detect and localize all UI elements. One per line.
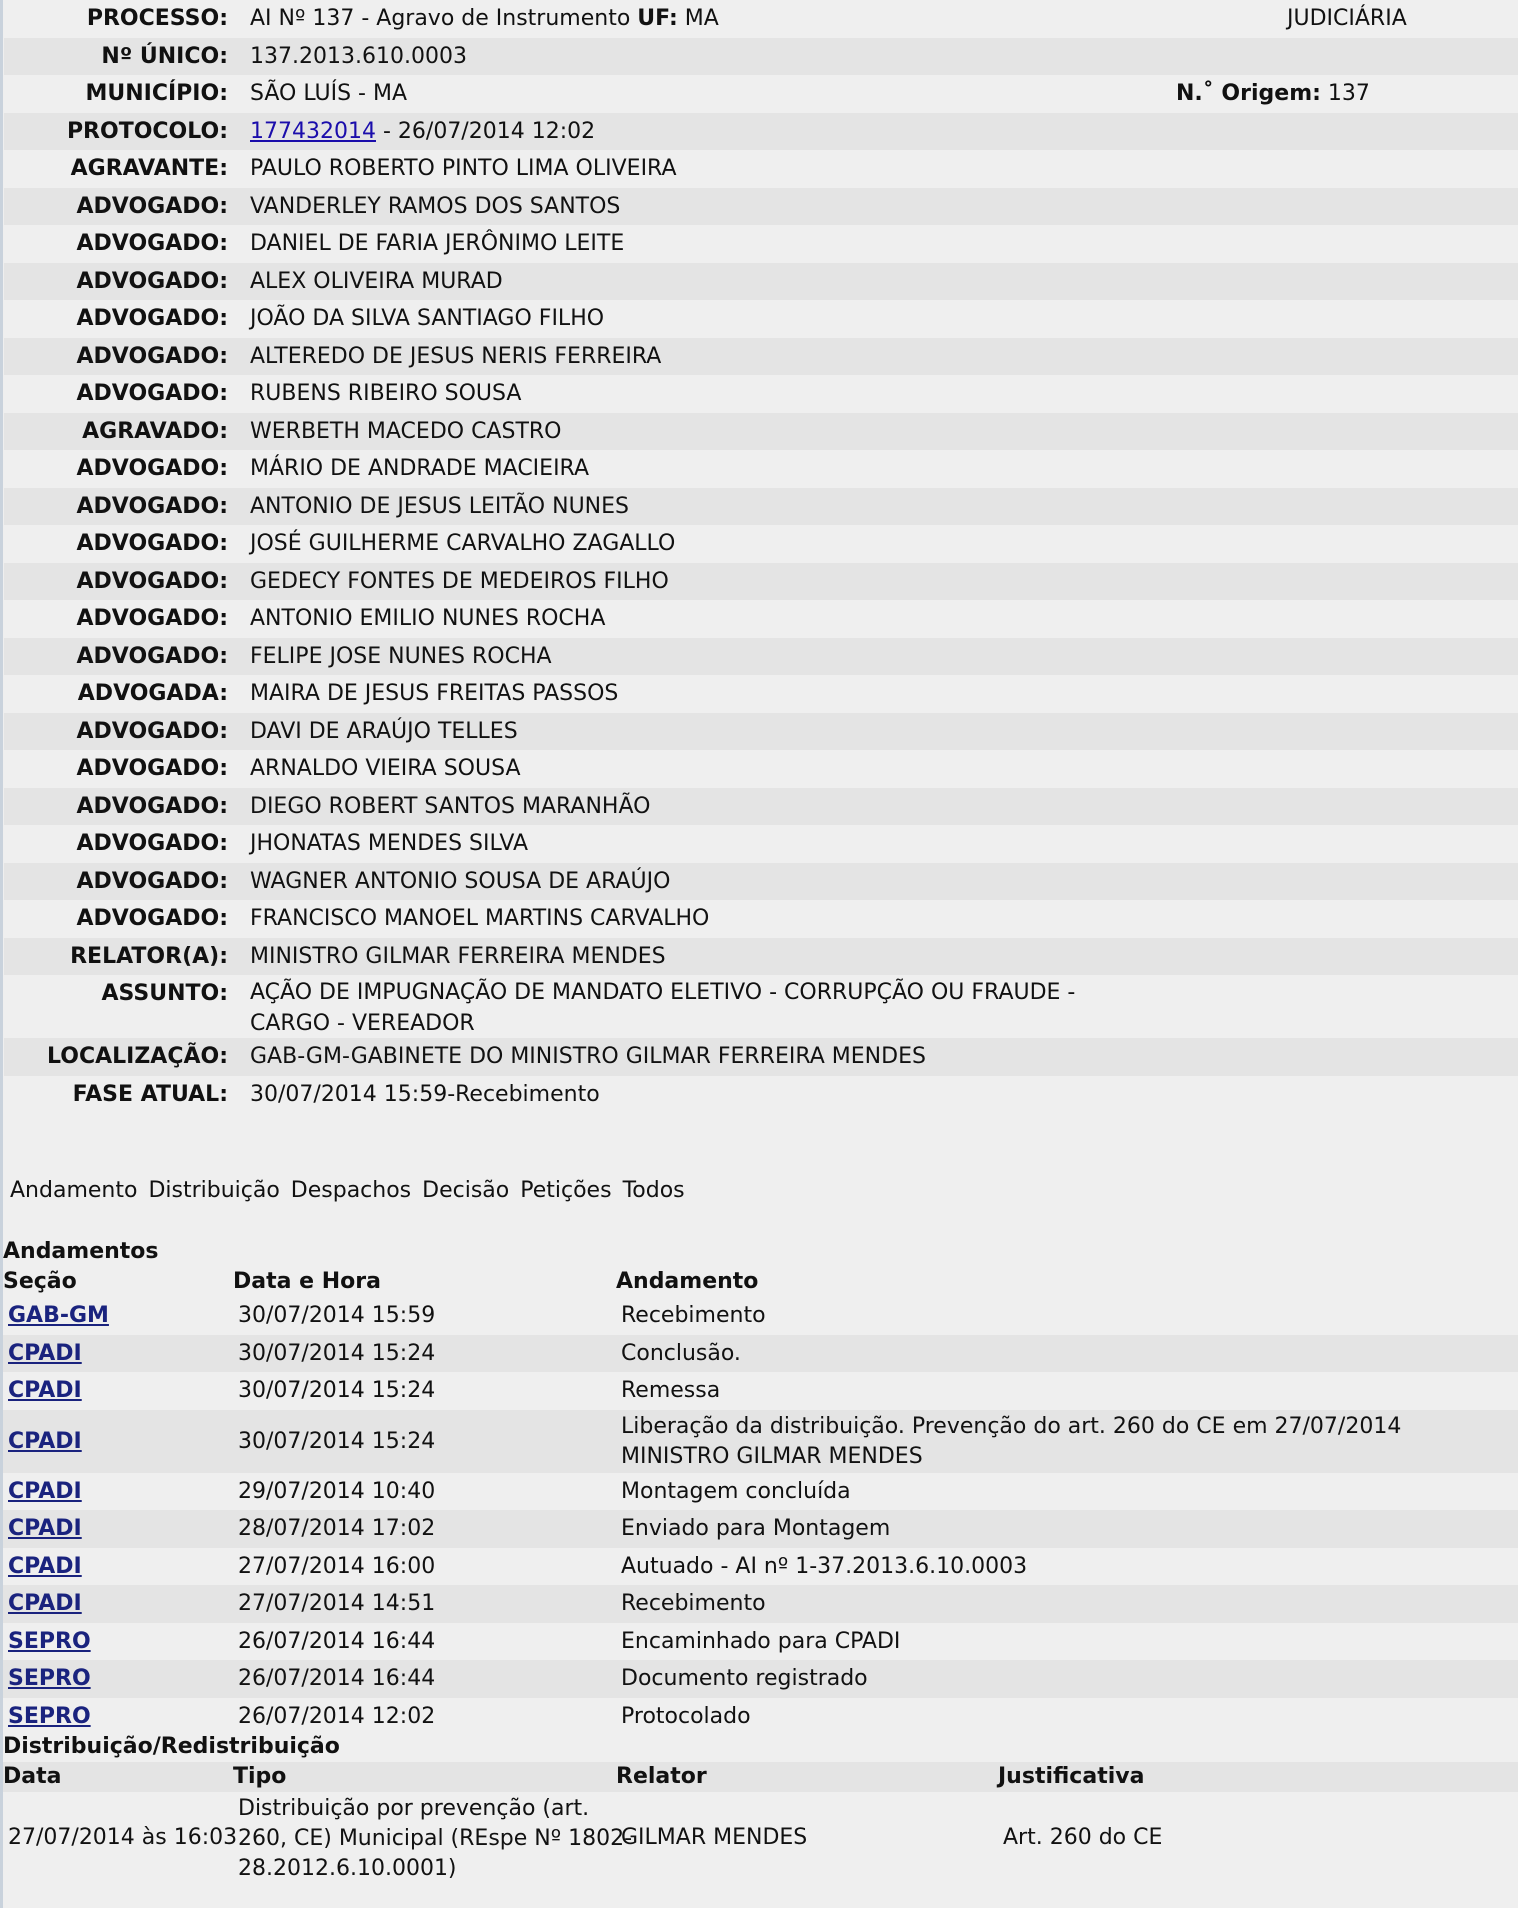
info-value: DAVI DE ARAÚJO TELLES [250,718,518,744]
info-label: MUNICÍPIO: [85,81,228,106]
info-label: ADVOGADO: [76,718,228,744]
info-value: JOSÉ GUILHERME CARVALHO ZAGALLO [250,531,676,556]
info-value: 137.2013.610.0003 [250,43,467,69]
andamento-cell: Autuado - AI nº 1-37.2013.6.10.0003 [621,1553,1028,1579]
secao-link[interactable]: CPADI [8,1378,82,1403]
info-label: ADVOGADO: [76,456,228,481]
info-row [4,750,1518,788]
tab-decisão[interactable]: Decisão [422,1178,510,1203]
info-label: ADVOGADO: [76,343,228,369]
process-info-table [4,0,1518,1113]
distribuicao-row [3,1794,1518,1886]
info-row [4,338,1518,376]
uf-label: UF: [637,6,678,31]
info-value: GAB-GM-GABINETE DO MINISTRO GILMAR FERREIRA MENDES [250,1044,926,1069]
info-row [4,863,1518,901]
data-hora-cell: 30/07/2014 15:24 [238,1378,436,1403]
andamento-cell: Recebimento [621,1591,766,1616]
andamento-row [3,1510,1518,1548]
info-row [4,788,1518,826]
info-value: SÃO LUÍS - MA [250,81,408,106]
distribuicao-col-header: Tipo [233,1764,287,1789]
info-label: PROTOCOLO: [66,118,228,144]
info-label: ASSUNTO: [101,981,228,1006]
info-value: ALTEREDO DE JESUS NERIS FERREIRA [250,343,662,369]
distribuicao-col-header: Data [3,1764,62,1789]
secao-link[interactable]: CPADI [8,1478,82,1504]
secao-cell [8,1698,91,1736]
info-label: PROCESSO: [86,6,228,31]
data-hora-cell: 26/07/2014 16:44 [238,1666,436,1691]
andamento-cell: Protocolado [621,1703,751,1729]
info-value: ARNALDO VIEIRA SOUSA [250,756,521,781]
secao-cell [8,1335,82,1373]
info-row [4,188,1518,226]
distribuicao-title: Distribuição/Redistribuição [3,1734,340,1759]
info-value: PAULO ROBERTO PINTO LIMA OLIVEIRA [250,156,677,181]
secao-link[interactable]: CPADI [8,1516,82,1541]
andamento-cell: Remessa [621,1378,721,1403]
andamento-cell: Enviado para Montagem [621,1516,891,1541]
andamento-row [3,1410,1518,1473]
andamento-cell: Documento registrado [621,1666,868,1691]
andamento-cell: Montagem concluída [621,1478,851,1504]
info-label: ADVOGADO: [76,906,228,931]
andamento-row [3,1660,1518,1698]
data-hora-cell: 30/07/2014 15:24 [238,1428,436,1454]
info-row [4,713,1518,751]
tab-distribuição[interactable]: Distribuição [148,1178,280,1203]
info-value: GEDECY FONTES DE MEDEIROS FILHO [250,568,669,594]
info-value: MAIRA DE JESUS FREITAS PASSOS [250,681,619,706]
origem-field: N.˚ Origem: 137 [1176,81,1370,106]
info-label: ADVOGADO: [76,793,228,819]
info-row [4,600,1518,638]
info-label: ADVOGADO: [76,756,228,781]
data-hora-cell: 27/07/2014 16:00 [238,1553,436,1579]
secao-cell [8,1297,109,1335]
distribuicao-tipo-cell [238,1794,632,1884]
secao-cell [8,1410,82,1473]
secao-cell [8,1510,82,1548]
andamentos-col-header: Seção [3,1269,77,1294]
data-hora-cell: 27/07/2014 14:51 [238,1591,436,1616]
info-value: FELIPE JOSE NUNES ROCHA [250,643,552,669]
info-row [4,450,1518,488]
tipo-line: 28.2012.6.10.0001) [238,1856,457,1881]
andamento-cell: Liberação da distribuição. Prevenção do art. 260 do CE em 27/07/2014 MINISTRO GILMAR MENDES [621,1413,1402,1469]
info-label: ADVOGADO: [76,193,228,219]
info-label: ADVOGADO: [76,831,228,856]
info-row [4,975,1518,1038]
info-label: ADVOGADO: [76,643,228,669]
info-row [4,225,1518,263]
secao-cell [8,1473,82,1511]
info-value: WERBETH MACEDO CASTRO [250,418,562,444]
andamento-row [3,1698,1518,1736]
secao-cell [8,1548,82,1586]
tipo-line: 260, CE) Municipal (REspe Nº 1802- [238,1826,633,1851]
secao-link[interactable]: SEPRO [8,1628,91,1654]
info-row [4,825,1518,863]
data-hora-cell: 28/07/2014 17:02 [238,1516,436,1541]
data-hora-cell: 26/07/2014 12:02 [238,1703,436,1729]
andamento-row [3,1623,1518,1661]
info-value: AÇÃO DE IMPUGNAÇÃO DE MANDATO ELETIVO - CORRUPÇÃO OU FRAUDE - CARGO - VEREADOR [250,980,1076,1036]
distribuicao-col-header: Justificativa [998,1764,1145,1789]
tab-petições[interactable]: Petições [520,1178,612,1203]
info-label: ADVOGADO: [76,531,228,556]
secao-cell [8,1585,82,1623]
info-value: ANTONIO DE JESUS LEITÃO NUNES [250,493,629,519]
info-value: MÁRIO DE ANDRADE MACIEIRA [250,456,590,481]
info-row [4,525,1518,563]
protocolo-link[interactable]: 177432014 [250,118,376,144]
info-label: Nº ÚNICO: [101,43,228,69]
judiciaria-label: JUDICIÁRIA [1287,6,1407,31]
info-row [4,938,1518,976]
info-row [4,488,1518,526]
info-row [4,638,1518,676]
info-value: FRANCISCO MANOEL MARTINS CARVALHO [250,906,710,931]
andamento-row [3,1548,1518,1586]
info-row [4,1038,1518,1076]
secao-cell [8,1623,91,1661]
andamento-row [3,1473,1518,1511]
data-hora-cell: 29/07/2014 10:40 [238,1478,436,1504]
distribuicao-justificativa-cell: Art. 260 do CE [1003,1825,1163,1850]
info-value: ALEX OLIVEIRA MURAD [250,268,503,294]
info-label: ADVOGADO: [76,381,228,406]
info-label: ADVOGADA: [77,681,228,706]
info-value: MINISTRO GILMAR FERREIRA MENDES [250,943,666,969]
info-value: AI Nº 137 - Agravo de Instrumento UF: MA [250,6,719,31]
info-row [4,375,1518,413]
secao-link[interactable]: CPADI [8,1340,82,1366]
info-row [4,0,1518,38]
info-row [4,300,1518,338]
andamento-cell: Conclusão. [621,1340,741,1366]
info-label: AGRAVANTE: [70,156,228,181]
info-value: JOÃO DA SILVA SANTIAGO FILHO [250,306,605,331]
info-value: 30/07/2014 15:59-Recebimento [250,1081,600,1107]
info-row [4,150,1518,188]
secao-link[interactable]: CPADI [8,1591,82,1616]
secao-link[interactable]: SEPRO [8,1666,91,1691]
data-hora-cell: 26/07/2014 16:44 [238,1628,436,1654]
info-row [4,38,1518,76]
distribuicao-relator-cell: GILMAR MENDES [621,1825,808,1850]
andamentos-title: Andamentos [3,1239,159,1264]
info-value: DIEGO ROBERT SANTOS MARANHÃO [250,793,651,819]
andamentos-header [3,1267,1518,1297]
andamento-cell: Recebimento [621,1303,766,1328]
info-value: RUBENS RIBEIRO SOUSA [250,381,522,406]
secao-link[interactable]: SEPRO [8,1703,91,1729]
secao-link[interactable]: CPADI [8,1553,82,1579]
info-row [4,75,1518,113]
secao-link[interactable]: GAB-GM [8,1303,109,1328]
andamentos-col-header: Andamento [616,1269,759,1294]
info-label: ADVOGADO: [76,568,228,594]
tab-despachos[interactable]: Despachos [290,1178,412,1203]
info-label: ADVOGADO: [76,231,228,256]
secao-cell [8,1660,91,1698]
info-value: ANTONIO EMILIO NUNES ROCHA [250,606,606,631]
tab-bar [10,1176,696,1206]
distribuicao-header [3,1762,1518,1792]
info-row [4,675,1518,713]
data-hora-cell: 30/07/2014 15:24 [238,1340,436,1366]
andamento-row [3,1335,1518,1373]
data-hora-cell: 30/07/2014 15:59 [238,1303,436,1328]
info-label: ADVOGADO: [76,493,228,519]
tab-andamento[interactable]: Andamento [10,1178,138,1203]
secao-cell [8,1372,82,1410]
tipo-line: Distribuição por prevenção (art. [238,1796,590,1821]
info-row [4,413,1518,451]
info-label: RELATOR(A): [70,943,228,969]
secao-link[interactable]: CPADI [8,1428,82,1454]
info-label: ADVOGADO: [76,268,228,294]
andamento-row [3,1372,1518,1410]
tab-todos[interactable]: Todos [622,1178,685,1203]
distribuicao-data-cell: 27/07/2014 às 16:03 [8,1825,238,1850]
info-value: VANDERLEY RAMOS DOS SANTOS [250,193,621,219]
info-row [4,263,1518,301]
info-value: DANIEL DE FARIA JERÔNIMO LEITE [250,231,625,256]
andamentos-col-header: Data e Hora [233,1269,381,1294]
andamento-cell: Encaminhado para CPADI [621,1628,901,1654]
info-row [4,113,1518,151]
andamento-row [3,1297,1518,1335]
info-value: WAGNER ANTONIO SOUSA DE ARAÚJO [250,868,671,894]
info-row [4,563,1518,601]
info-label: ADVOGADO: [76,606,228,631]
info-label: ADVOGADO: [76,868,228,894]
info-row [4,900,1518,938]
origem-label: N.˚ Origem: [1176,81,1321,106]
info-value: JHONATAS MENDES SILVA [250,831,529,856]
info-value: 177432014 - 26/07/2014 12:02 [250,118,596,144]
info-label: LOCALIZAÇÃO: [47,1044,228,1069]
andamento-row [3,1585,1518,1623]
info-label: FASE ATUAL: [72,1081,228,1107]
info-row [4,1076,1518,1114]
info-label: ADVOGADO: [76,306,228,331]
info-label: AGRAVADO: [82,418,228,444]
distribuicao-col-header: Relator [616,1764,707,1789]
